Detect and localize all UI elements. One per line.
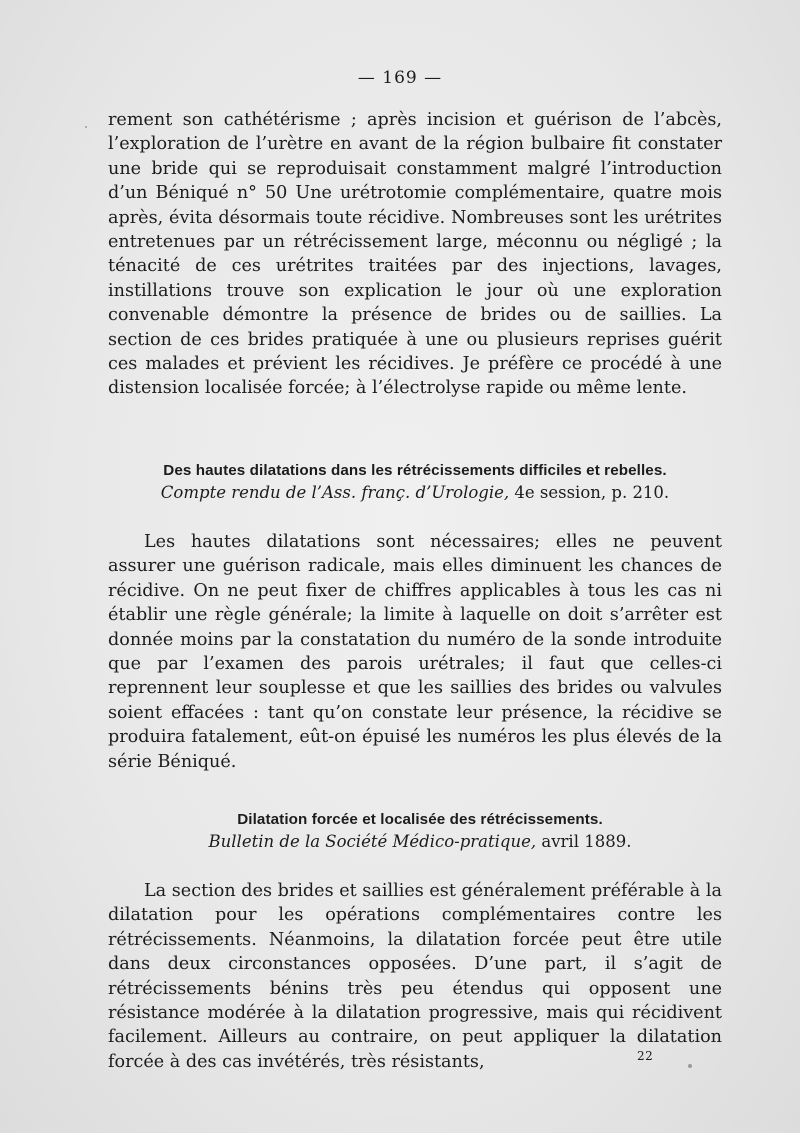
paragraph-dilatation-forcee: La section des brides et saillies est généralement préférable à la dilatation pour les opérations complémentaires contre les rétrécissements. Néanmoins, la dilatation forcée peut être utile dans deux circonstances opposées. D’une part, il s’agit de rétrécissements bénins très peu étendus qui opposent une résistance modérée à la dilatation progressive, mais qui récidivent facilement. Ailleurs au contraire, on peut appliquer la dilatation forcée à des cas invétérés, très résistants,	[108, 881, 722, 1072]
source-publication: Compte rendu de l’Ass. franç. d’Urologie,	[160, 483, 510, 502]
ink-speck	[688, 1064, 692, 1068]
page-number: — 169 —	[357, 68, 443, 88]
paragraph-continuation: rement son cathétérisme ; après incision et guérison de l’abcès, l’exploration de l’urètre en avant de la région bulbaire fit constater une bride qui se reproduisait constamment malgré l’introduction d’un Béniqué n° 50 Une urétrotomie complémentaire, quatre mois après, évita désormais toute récidive. Nombreuses sont les urétrites entretenues par un rétrécissement large, méconnu ou négligé ; la ténacité de ces urétrites traitées par des injections, lavages, instillations trouve son explication le jour où une exploration convenable démontre la présence de brides ou de saillies. La section de ces brides pratiquée à une ou plusieurs reprises guérit ces malades et prévient les récidives. Je préfère ce procédé à une distension localisée forcée; à l’électrolyse rapide ou même lente.	[108, 110, 722, 399]
ink-speck	[85, 126, 87, 128]
source-publication: Bulletin de la Société Médico-pratique,	[208, 832, 537, 851]
section-source	[20, 831, 800, 853]
paragraph-hautes-dilatations: Les hautes dilatations sont nécessaires; elles ne peuvent assurer une guérison radicale, mais elles diminuent les chances de récidive. On ne peut fixer de chiffres applicables à tous les cas ni établir une règle générale; la limite à laquelle on doit s’arrêter est donnée moins par la constatation du numéro de la sonde introduite que par l’examen des parois urétrales; il faut que celles-ci reprennent leur souplesse et que les saillies des brides ou valvules soient effacées : tant qu’on constate leur présence, la récidive se produira fatalement, eût-on épuisé les numéros les plus élevés de la série Béniqué.	[108, 532, 722, 772]
section-source	[15, 482, 800, 504]
section-heading-hautes-dilatations	[15, 460, 800, 504]
section-title: Dilatation forcée et localisée des rétrécissements.	[237, 811, 603, 828]
signature-mark: 22	[637, 1049, 654, 1063]
source-details: avril 1889.	[536, 832, 632, 851]
source-details: 4e session, p. 210.	[509, 483, 670, 502]
section-title: Des hautes dilatations dans les rétrécissements difficiles et rebelles.	[163, 462, 667, 479]
section-heading-dilatation-forcee	[20, 809, 800, 853]
